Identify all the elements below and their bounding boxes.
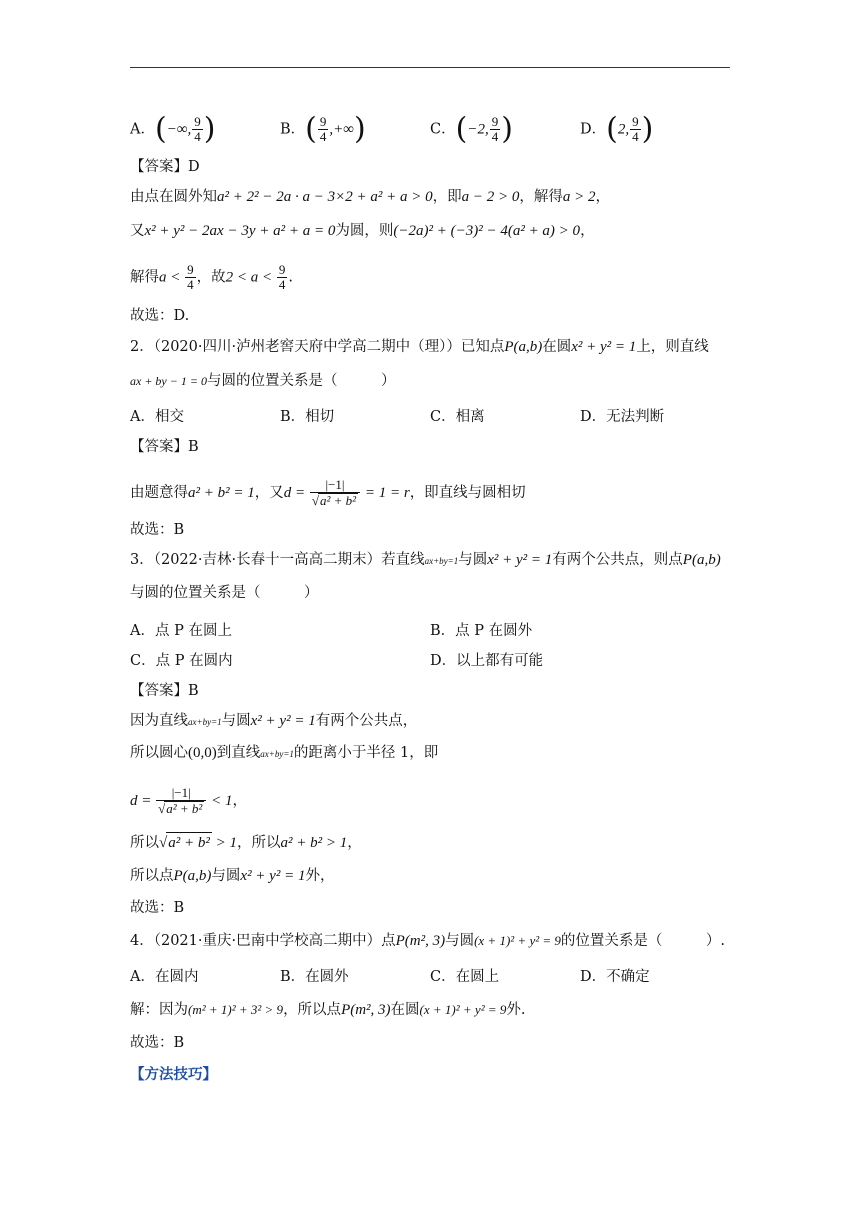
q1-solution-line2: 又x² + y² − 2ax − 3y + a² + a = 0为圆，则(−2a)² + (−3)² − 4(a² + a) > 0， (130, 223, 595, 239)
q1-option-c: C．(−2, $\frac{9}{4}$ ) (430, 111, 513, 147)
q2-solution: 由题意得a² + b² = 1，又d = $\frac{|-1|}{\text{√a² + b²}}$ = 1 = r，即直线与圆相切 (130, 477, 526, 508)
q3-option-d: D．以上都有可能 (430, 653, 544, 669)
q4-option-d: D．不确定 (580, 969, 650, 985)
q2-option-d: D．无法判断 (580, 409, 665, 425)
q1-option-d: D．(2, $\frac{9}{4}$ ) (580, 111, 654, 147)
q2-choice: 故选：B (130, 522, 185, 538)
q3-stem-line2: 与圆的位置关系是（ ） (130, 585, 319, 601)
q3-solution-line3: d = $\frac{|-1|}{\text{√a² + b²}}$ < 1， (130, 785, 247, 816)
q3-answer: 【答案】B (130, 683, 199, 699)
q4-stem: 4．（2021·重庆·巴南中学校高二期中）点P(m², 3)与圆(x + 1)² + y² = 9的位置关系是（ ）. (130, 933, 725, 949)
q4-option-a: A．在圆内 (130, 969, 199, 985)
q2-answer: 【答案】B (130, 439, 199, 455)
q2-option-a: A．相交 (130, 409, 184, 425)
q1-option-b: B．( $\frac{9}{4}$ ,+∞) (280, 111, 366, 147)
q1-choice: 故选：D. (130, 308, 190, 324)
q3-solution-line1: 因为直线ax+by=1与圆x² + y² = 1有两个公共点， (130, 713, 418, 729)
q4-option-b: B．在圆外 (280, 969, 349, 985)
q2-option-b: B．相切 (280, 409, 335, 425)
q4-choice: 故选：B (130, 1035, 185, 1051)
q4-option-c: C．在圆上 (430, 969, 500, 985)
q1-solution-line1: 由点在圆外知a² + 2² − 2a · a − 3×2 + a² + a > 0，即a − 2 > 0，解得a > 2， (130, 189, 610, 205)
section-heading-method-tips: 【方法技巧】 (130, 1066, 217, 1083)
q3-stem-line1: 3．（2022·吉林·长春十一高高二期末）若直线ax+by=1与圆x² + y² = 1有两个公共点，则点P(a,b) (130, 552, 721, 568)
q1-option-a: A．(−∞, $\frac{9}{4}$ ) (130, 111, 216, 147)
q3-option-a: A．点 P 在圆上 (130, 623, 232, 639)
q2-stem-line1: 2．（2020·四川·泸州老窖天府中学高二期中（理））已知点P(a,b)在圆x² + y² = 1上，则直线 (130, 339, 709, 355)
q4-solution: 解：因为(m² + 1)² + 3² > 9，所以点P(m², 3)在圆(x + 1)² + y² = 9外. (130, 1002, 526, 1018)
header-rule (130, 67, 730, 68)
q3-option-c: C．点 P 在圆内 (130, 653, 233, 669)
q1-solution-line3: 解得a < $\frac{9}{4}$ ，故2 < a < $\frac{9}{4}$ . (130, 262, 293, 292)
q3-option-b: B．点 P 在圆外 (430, 623, 533, 639)
q3-solution-line4: 所以√a² + b² > 1，所以a² + b² > 1， (130, 832, 362, 853)
q2-option-c: C．相离 (430, 409, 485, 425)
q1-answer: 【答案】D (130, 159, 200, 175)
q3-solution-line2: 所以圆心(0,0)到直线ax+by=1的距离小于半径 1，即 (130, 745, 439, 761)
q3-choice: 故选：B (130, 900, 185, 916)
q3-solution-line5: 所以点P(a,b)与圆x² + y² = 1外， (130, 868, 335, 884)
q2-stem-line2: ax + by − 1 = 0与圆的位置关系是（ ） (130, 373, 396, 389)
